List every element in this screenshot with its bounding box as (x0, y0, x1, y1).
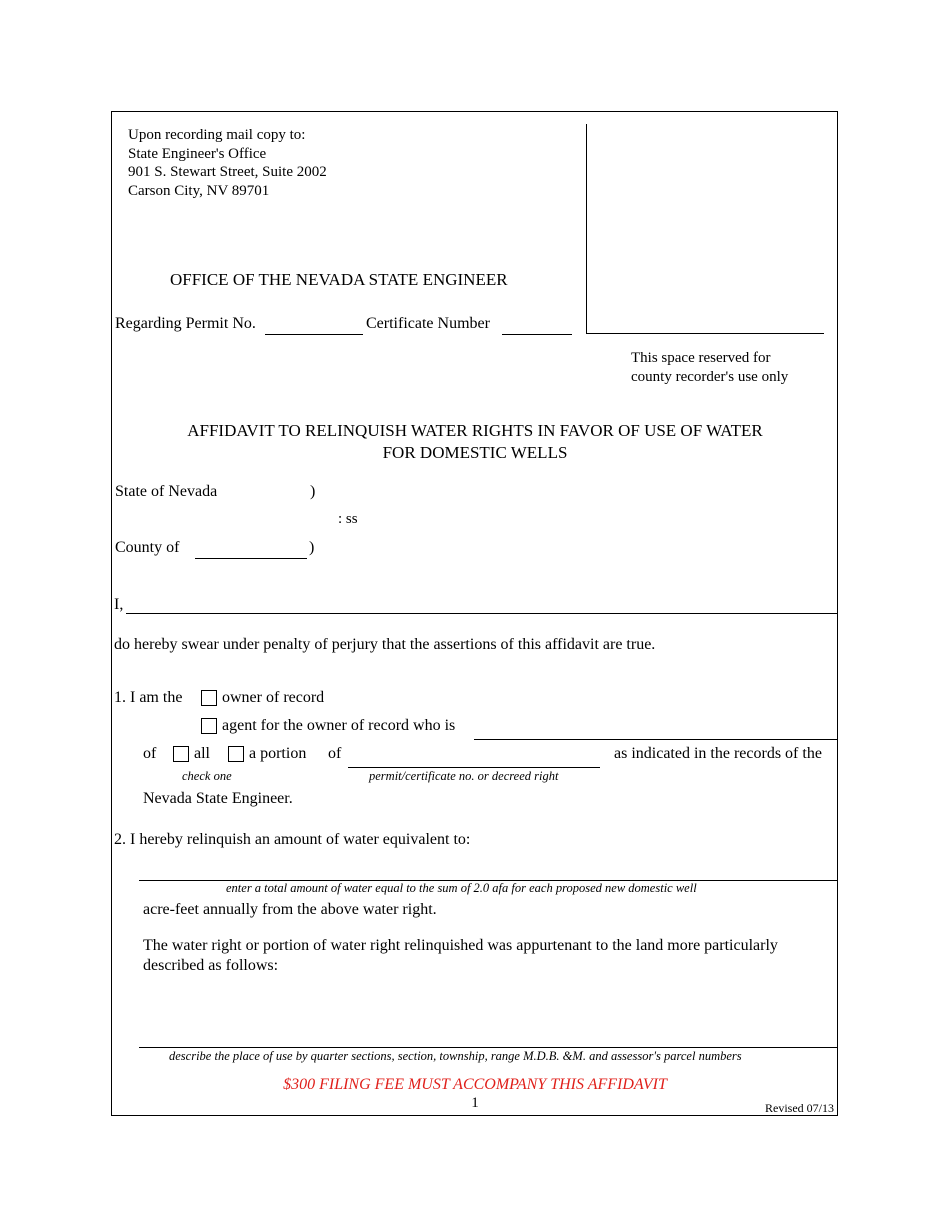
recorder-bottom-line (586, 333, 824, 334)
office-title: OFFICE OF THE NEVADA STATE ENGINEER (170, 270, 508, 289)
certificate-label: Certificate Number (366, 315, 490, 332)
permit-label: Regarding Permit No. (115, 315, 256, 332)
page-number: 1 (471, 1095, 479, 1111)
swear-statement: do hereby swear under penalty of perjury that the assertions of this affidavit are true. (114, 636, 656, 653)
check-one-caption: check one (182, 769, 232, 783)
permit-caption: permit/certificate no. or decreed right (369, 769, 559, 783)
state-of-nevada: State of Nevada (115, 483, 218, 500)
ss-mark: : ss (338, 511, 358, 527)
affidavit-title-2: FOR DOMESTIC WELLS (382, 443, 568, 462)
certificate-number-field[interactable] (502, 334, 572, 335)
county-label: County of (115, 539, 180, 556)
affiant-prefix: I, (114, 596, 124, 613)
acre-feet-text: acre-feet annually from the above water right. (143, 901, 437, 918)
fee-notice: $300 FILING FEE MUST ACCOMPANY THIS AFFIDAVIT (283, 1076, 667, 1093)
state-engineer-text: Nevada State Engineer. (143, 790, 293, 807)
item1-prefix: 1. I am the (114, 689, 183, 706)
state-paren: ) (310, 483, 316, 500)
appurtenant-text-1: The water right or portion of water right relinquished was appurtenant to the land more particularly (143, 937, 778, 954)
recorder-note-2: county recorder's use only (631, 369, 789, 385)
county-field[interactable] (195, 558, 307, 559)
of-label-2: of (328, 745, 342, 762)
permit-certificate-field[interactable] (348, 767, 600, 768)
affidavit-title-1: AFFIDAVIT TO RELINQUISH WATER RIGHTS IN FAVOR OF USE OF WATER (187, 421, 763, 440)
all-label: all (194, 745, 210, 762)
owner-name-field[interactable] (474, 739, 838, 740)
permit-no-field[interactable] (265, 334, 363, 335)
amount-caption: enter a total amount of water equal to the sum of 2.0 afa for each proposed new domestic well (226, 881, 697, 895)
all-checkbox[interactable] (173, 746, 189, 762)
recorder-note-1: This space reserved for (631, 350, 771, 366)
revised-date: Revised 07/13 (765, 1101, 834, 1115)
agent-label: agent for the owner of record who is (222, 717, 456, 734)
recorder-divider (586, 124, 587, 334)
county-paren: ) (309, 539, 315, 556)
mail-line-4: Carson City, NV 89701 (128, 183, 270, 199)
agent-checkbox[interactable] (201, 718, 217, 734)
owner-of-record-checkbox[interactable] (201, 690, 217, 706)
mail-line-3: 901 S. Stewart Street, Suite 2002 (128, 164, 327, 180)
place-caption: describe the place of use by quarter sections, section, township, range M.D.B. &M. and assessor's parcel numbers (169, 1049, 742, 1063)
portion-label: a portion (249, 745, 307, 762)
of-label: of (143, 745, 157, 762)
affiant-name-field[interactable] (126, 613, 838, 614)
place-of-use-field[interactable] (139, 1047, 838, 1048)
owner-of-record-label: owner of record (222, 689, 325, 706)
item2-text: 2. I hereby relinquish an amount of water equivalent to: (114, 831, 471, 848)
mail-line-2: State Engineer's Office (128, 146, 267, 162)
records-text: as indicated in the records of the (614, 745, 822, 762)
portion-checkbox[interactable] (228, 746, 244, 762)
appurtenant-text-2: described as follows: (143, 957, 279, 974)
mail-line-1: Upon recording mail copy to: (128, 127, 306, 143)
